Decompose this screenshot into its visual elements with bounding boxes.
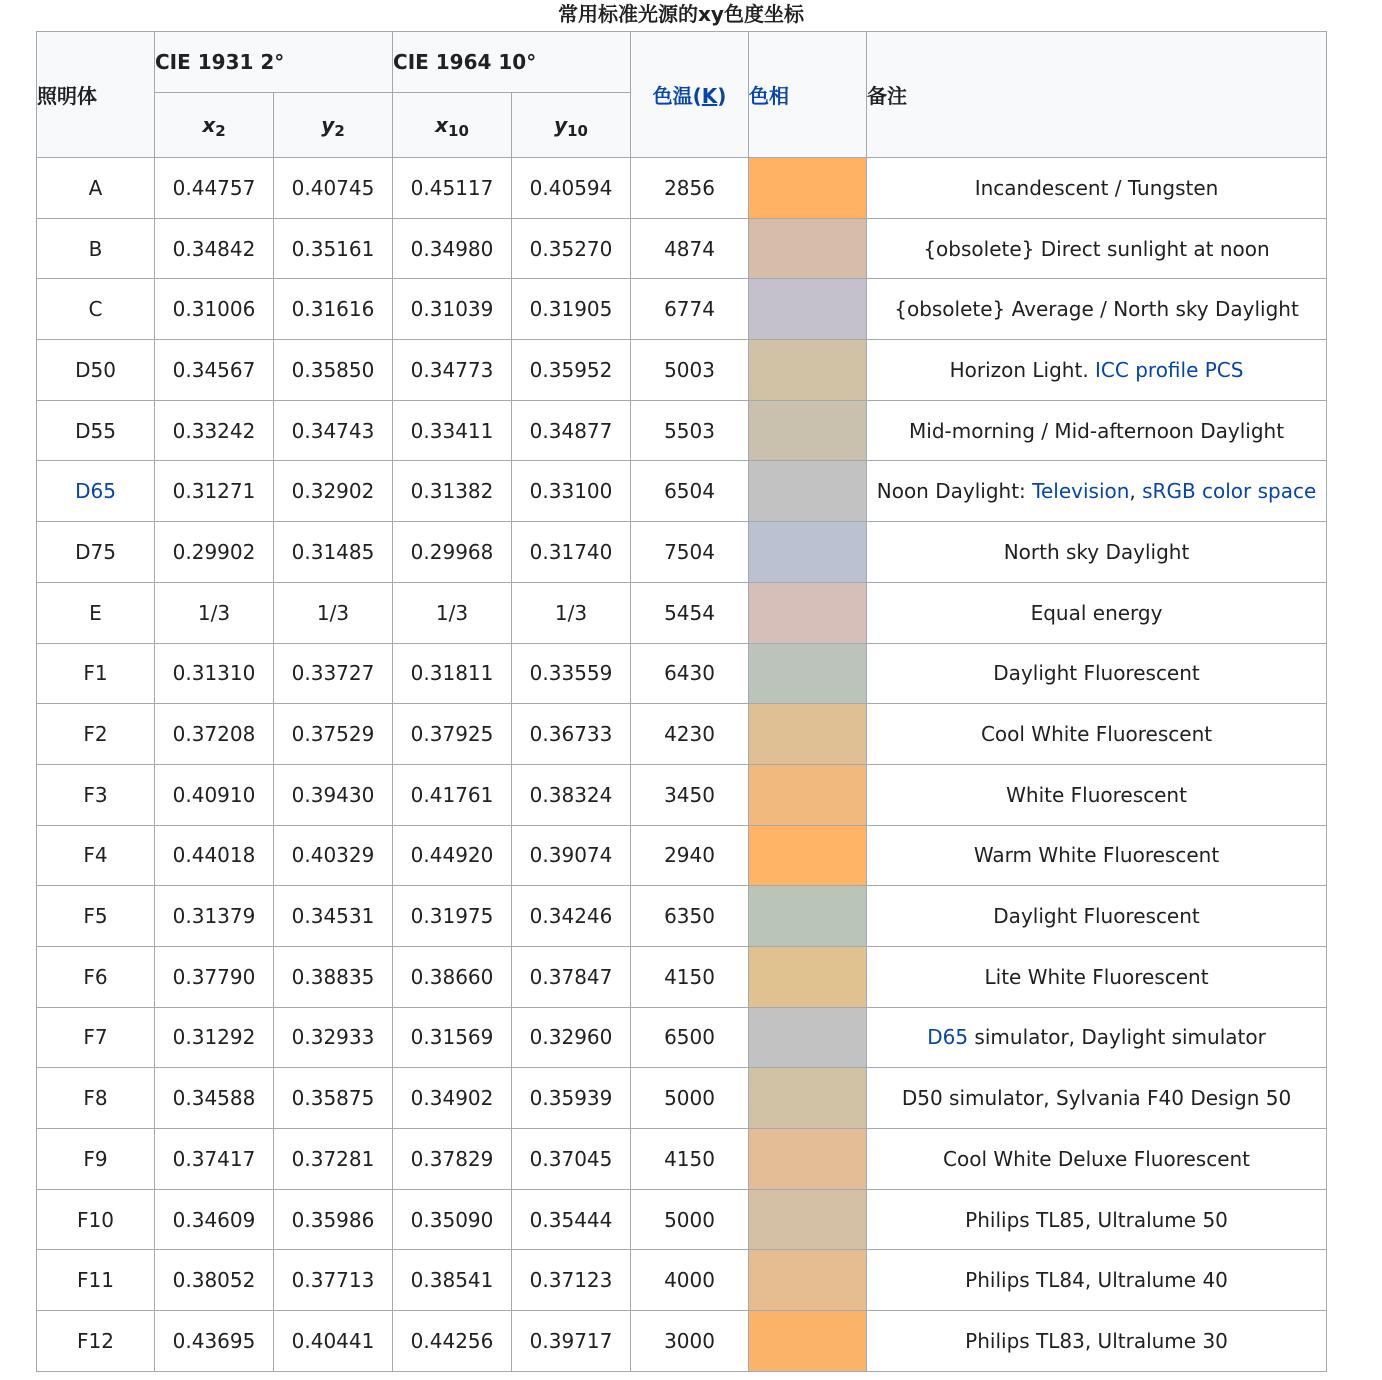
y10-cell: 0.37123 (512, 1250, 631, 1311)
table-row (37, 1007, 1327, 1068)
header-x10-sub: 10 (448, 122, 469, 140)
x2-cell: 0.43695 (155, 1311, 274, 1372)
hue-swatch (749, 704, 867, 765)
header-cie1964: CIE 1964 10° (393, 32, 631, 93)
hue-swatch (749, 158, 867, 219)
x2-cell: 0.38052 (155, 1250, 274, 1311)
note-cell (867, 1250, 1327, 1311)
note-cell (867, 461, 1327, 522)
header-x2-sub: 2 (215, 122, 226, 140)
header-y10-sub: 10 (567, 122, 588, 140)
x10-cell: 0.37829 (393, 1129, 512, 1190)
cct-cell: 5003 (631, 340, 749, 401)
y10-cell: 0.34246 (512, 886, 631, 947)
table-row (37, 1189, 1327, 1250)
illuminant-link[interactable]: D65 (75, 479, 116, 504)
illuminant-cell: F8 (37, 1068, 155, 1129)
y10-cell: 0.31905 (512, 279, 631, 340)
note-cell (867, 1129, 1327, 1190)
x10-cell: 0.34980 (393, 218, 512, 279)
note-cell (867, 1311, 1327, 1372)
x10-cell: 0.37925 (393, 704, 512, 765)
x10-cell: 0.38541 (393, 1250, 512, 1311)
x2-cell: 0.34609 (155, 1189, 274, 1250)
table-row (37, 704, 1327, 765)
illuminant-cell: D50 (37, 340, 155, 401)
note-cell (867, 279, 1327, 340)
cct-cell: 5503 (631, 400, 749, 461)
table-caption: 常用标准光源的xy色度坐标 (558, 2, 804, 26)
illuminant-cell: F9 (37, 1129, 155, 1190)
hue-link[interactable]: 色相 (749, 84, 790, 108)
header-cct-post: ) (717, 84, 727, 108)
note-text: Noon Daylight: (876, 479, 1033, 504)
x2-cell: 0.37208 (155, 704, 274, 765)
table-row (37, 1129, 1327, 1190)
illuminant-cell: F10 (37, 1189, 155, 1250)
note-text: Cool White Fluorescent (980, 722, 1213, 747)
note-text: simulator, Daylight simulator (968, 1025, 1266, 1050)
y2-cell: 0.40329 (274, 825, 393, 886)
note-cell (867, 400, 1327, 461)
x2-cell: 1/3 (155, 582, 274, 643)
hue-swatch (749, 764, 867, 825)
header-x2-var: x (202, 113, 216, 137)
x2-cell: 0.31379 (155, 886, 274, 947)
illuminant-cell (37, 461, 155, 522)
note-text: Mid-morning / Mid-afternoon Daylight (909, 418, 1285, 443)
note-text: {obsolete} Direct sunlight at noon (923, 236, 1270, 261)
cct-cell: 6504 (631, 461, 749, 522)
header-y2-sub: 2 (334, 122, 345, 140)
note-cell (867, 1007, 1327, 1068)
y10-cell: 0.35444 (512, 1189, 631, 1250)
cct-cell: 2940 (631, 825, 749, 886)
note-text: North sky Daylight (1003, 539, 1190, 564)
x10-cell: 0.38660 (393, 946, 512, 1007)
note-text: {obsolete} Average / North sky Daylight (894, 297, 1299, 322)
table-row (37, 279, 1327, 340)
x10-cell: 0.31811 (393, 643, 512, 704)
note-text: Equal energy (1030, 600, 1163, 625)
x10-cell: 0.29968 (393, 522, 512, 583)
y2-cell: 0.32933 (274, 1007, 393, 1068)
x10-cell: 0.44256 (393, 1311, 512, 1372)
note-text: Daylight Fluorescent (993, 904, 1200, 929)
y10-cell: 0.32960 (512, 1007, 631, 1068)
cct-cell: 2856 (631, 158, 749, 219)
note-cell (867, 946, 1327, 1007)
header-cie1931: CIE 1931 2° (155, 32, 393, 93)
table-row (37, 643, 1327, 704)
note-cell (867, 582, 1327, 643)
y10-cell: 0.36733 (512, 704, 631, 765)
table-row (37, 582, 1327, 643)
table-row (37, 886, 1327, 947)
note-link[interactable]: Television (1032, 479, 1130, 504)
cct-cell: 6430 (631, 643, 749, 704)
x10-cell: 0.41761 (393, 764, 512, 825)
table-row (37, 1250, 1327, 1311)
note-cell (867, 764, 1327, 825)
cct-cell: 5454 (631, 582, 749, 643)
note-text: , (1129, 479, 1143, 504)
cct-cell: 7504 (631, 522, 749, 583)
y10-cell: 0.39717 (512, 1311, 631, 1372)
hue-swatch (749, 461, 867, 522)
y2-cell: 0.38835 (274, 946, 393, 1007)
header-note[interactable]: 备注 (867, 32, 1327, 158)
x2-cell: 0.31271 (155, 461, 274, 522)
x2-cell: 0.33242 (155, 400, 274, 461)
x10-cell: 0.31382 (393, 461, 512, 522)
hue-swatch (749, 522, 867, 583)
table-row (37, 825, 1327, 886)
note-cell (867, 522, 1327, 583)
illuminant-cell: F7 (37, 1007, 155, 1068)
x10-cell: 0.34773 (393, 340, 512, 401)
cct-cell: 4230 (631, 704, 749, 765)
x2-cell: 0.31006 (155, 279, 274, 340)
x2-cell: 0.44018 (155, 825, 274, 886)
header-y2-var: y (321, 113, 335, 137)
hue-swatch (749, 218, 867, 279)
cct-cell: 3000 (631, 1311, 749, 1372)
y2-cell: 0.37281 (274, 1129, 393, 1190)
illuminant-cell: D55 (37, 400, 155, 461)
x10-cell: 0.31569 (393, 1007, 512, 1068)
y2-cell: 0.33727 (274, 643, 393, 704)
x2-cell: 0.37790 (155, 946, 274, 1007)
table-row (37, 764, 1327, 825)
note-cell (867, 825, 1327, 886)
table-body (37, 158, 1327, 1372)
table-row (37, 1311, 1327, 1372)
note-text: Cool White Deluxe Fluorescent (943, 1146, 1251, 1171)
table-row (37, 522, 1327, 583)
x2-cell: 0.37417 (155, 1129, 274, 1190)
note-cell (867, 1068, 1327, 1129)
y2-cell: 0.34531 (274, 886, 393, 947)
hue-swatch (749, 1129, 867, 1190)
note-cell (867, 704, 1327, 765)
y2-cell: 0.31616 (274, 279, 393, 340)
note-text: Philips TL85, Ultralume 50 (965, 1207, 1228, 1232)
cct-cell: 5000 (631, 1189, 749, 1250)
y10-cell: 0.37847 (512, 946, 631, 1007)
note-text: Horizon Light. (949, 357, 1096, 382)
hue-swatch (749, 1311, 867, 1372)
illuminant-cell: F12 (37, 1311, 155, 1372)
x10-cell: 0.35090 (393, 1189, 512, 1250)
cct-cell: 4150 (631, 946, 749, 1007)
y2-cell: 0.31485 (274, 522, 393, 583)
y2-cell: 0.35161 (274, 218, 393, 279)
x2-cell: 0.34842 (155, 218, 274, 279)
illuminant-table (36, 31, 1327, 1372)
y10-cell: 0.33559 (512, 643, 631, 704)
x2-cell: 0.31310 (155, 643, 274, 704)
table-row (37, 1068, 1327, 1129)
y10-cell: 1/3 (512, 582, 631, 643)
x10-cell: 0.34902 (393, 1068, 512, 1129)
hue-swatch (749, 400, 867, 461)
note-text: D50 simulator, Sylvania F40 Design 50 (901, 1086, 1292, 1111)
y2-cell: 0.37529 (274, 704, 393, 765)
cct-cell: 6500 (631, 1007, 749, 1068)
header-row (37, 32, 1327, 93)
illuminant-cell: B (37, 218, 155, 279)
hue-swatch (749, 340, 867, 401)
x2-cell: 0.40910 (155, 764, 274, 825)
y10-cell: 0.39074 (512, 825, 631, 886)
note-text: Philips TL84, Ultralume 40 (965, 1268, 1228, 1293)
note-cell (867, 218, 1327, 279)
y2-cell: 0.35875 (274, 1068, 393, 1129)
table-row (37, 340, 1327, 401)
table-row (37, 461, 1327, 522)
cct-cell: 5000 (631, 1068, 749, 1129)
y10-cell: 0.34877 (512, 400, 631, 461)
note-text: Lite White Fluorescent (984, 964, 1209, 989)
cct-cell: 4000 (631, 1250, 749, 1311)
header-y10[interactable] (512, 93, 631, 158)
y2-cell: 0.32902 (274, 461, 393, 522)
x10-cell: 0.31039 (393, 279, 512, 340)
illuminant-cell: D75 (37, 522, 155, 583)
header-cct-link[interactable] (653, 84, 727, 108)
illuminant-cell: F2 (37, 704, 155, 765)
cct-cell: 4874 (631, 218, 749, 279)
x2-cell: 0.31292 (155, 1007, 274, 1068)
hue-swatch (749, 825, 867, 886)
y2-cell: 0.35986 (274, 1189, 393, 1250)
y10-cell: 0.31740 (512, 522, 631, 583)
note-text: Incandescent / Tungsten (974, 175, 1219, 200)
y10-cell: 0.35270 (512, 218, 631, 279)
illuminant-cell: F4 (37, 825, 155, 886)
y10-cell: 0.35952 (512, 340, 631, 401)
note-text: Warm White Fluorescent (973, 843, 1220, 868)
illuminant-cell: E (37, 582, 155, 643)
illuminant-cell: F1 (37, 643, 155, 704)
table-row (37, 946, 1327, 1007)
header-y10-var: y (554, 113, 568, 137)
x2-cell: 0.34567 (155, 340, 274, 401)
illuminant-cell: F5 (37, 886, 155, 947)
y2-cell: 0.40745 (274, 158, 393, 219)
y2-cell: 0.35850 (274, 340, 393, 401)
y2-cell: 0.34743 (274, 400, 393, 461)
x2-cell: 0.44757 (155, 158, 274, 219)
hue-swatch (749, 1068, 867, 1129)
table-row (37, 400, 1327, 461)
hue-swatch (749, 1250, 867, 1311)
header-x10-var: x (435, 113, 449, 137)
y2-cell: 0.40441 (274, 1311, 393, 1372)
table-row (37, 218, 1327, 279)
note-text: Daylight Fluorescent (993, 661, 1200, 686)
cct-cell: 6350 (631, 886, 749, 947)
y10-cell: 0.38324 (512, 764, 631, 825)
note-cell (867, 643, 1327, 704)
x10-cell: 0.45117 (393, 158, 512, 219)
illuminant-cell: F3 (37, 764, 155, 825)
y2-cell: 0.39430 (274, 764, 393, 825)
header-cct[interactable] (631, 32, 749, 158)
x10-cell: 0.31975 (393, 886, 512, 947)
header-y2[interactable] (274, 93, 393, 158)
note-cell (867, 1189, 1327, 1250)
x10-cell: 0.44920 (393, 825, 512, 886)
header-illuminant[interactable]: 照明体 (37, 32, 155, 158)
illuminant-cell: C (37, 279, 155, 340)
hue-swatch (749, 1007, 867, 1068)
cct-cell: 4150 (631, 1129, 749, 1190)
x10-cell: 1/3 (393, 582, 512, 643)
illuminant-cell: F11 (37, 1250, 155, 1311)
note-text: White Fluorescent (1006, 782, 1187, 807)
note-link[interactable]: ICC profile PCS (1095, 357, 1244, 382)
y2-cell: 1/3 (274, 582, 393, 643)
header-hue[interactable] (749, 32, 867, 158)
note-link[interactable]: sRGB color space (1142, 479, 1317, 504)
x2-cell: 0.34588 (155, 1068, 274, 1129)
table-row (37, 158, 1327, 219)
note-cell (867, 886, 1327, 947)
y10-cell: 0.40594 (512, 158, 631, 219)
y10-cell: 0.37045 (512, 1129, 631, 1190)
note-link[interactable]: D65 (927, 1025, 969, 1050)
header-cct-pre: 色温( (652, 84, 702, 108)
hue-swatch (749, 279, 867, 340)
note-text: Philips TL83, Ultralume 30 (965, 1328, 1228, 1353)
note-cell (867, 158, 1327, 219)
illuminant-cell: A (37, 158, 155, 219)
cct-cell: 3450 (631, 764, 749, 825)
header-x2[interactable] (155, 93, 274, 158)
hue-swatch (749, 946, 867, 1007)
x10-cell: 0.33411 (393, 400, 512, 461)
y10-cell: 0.33100 (512, 461, 631, 522)
cct-cell: 6774 (631, 279, 749, 340)
hue-swatch (749, 886, 867, 947)
y2-cell: 0.37713 (274, 1250, 393, 1311)
hue-swatch (749, 643, 867, 704)
kelvin-link[interactable]: K (701, 84, 718, 108)
x2-cell: 0.29902 (155, 522, 274, 583)
y10-cell: 0.35939 (512, 1068, 631, 1129)
hue-swatch (749, 1189, 867, 1250)
note-cell (867, 340, 1327, 401)
header-x10[interactable] (393, 93, 512, 158)
hue-swatch (749, 582, 867, 643)
illuminant-cell: F6 (37, 946, 155, 1007)
